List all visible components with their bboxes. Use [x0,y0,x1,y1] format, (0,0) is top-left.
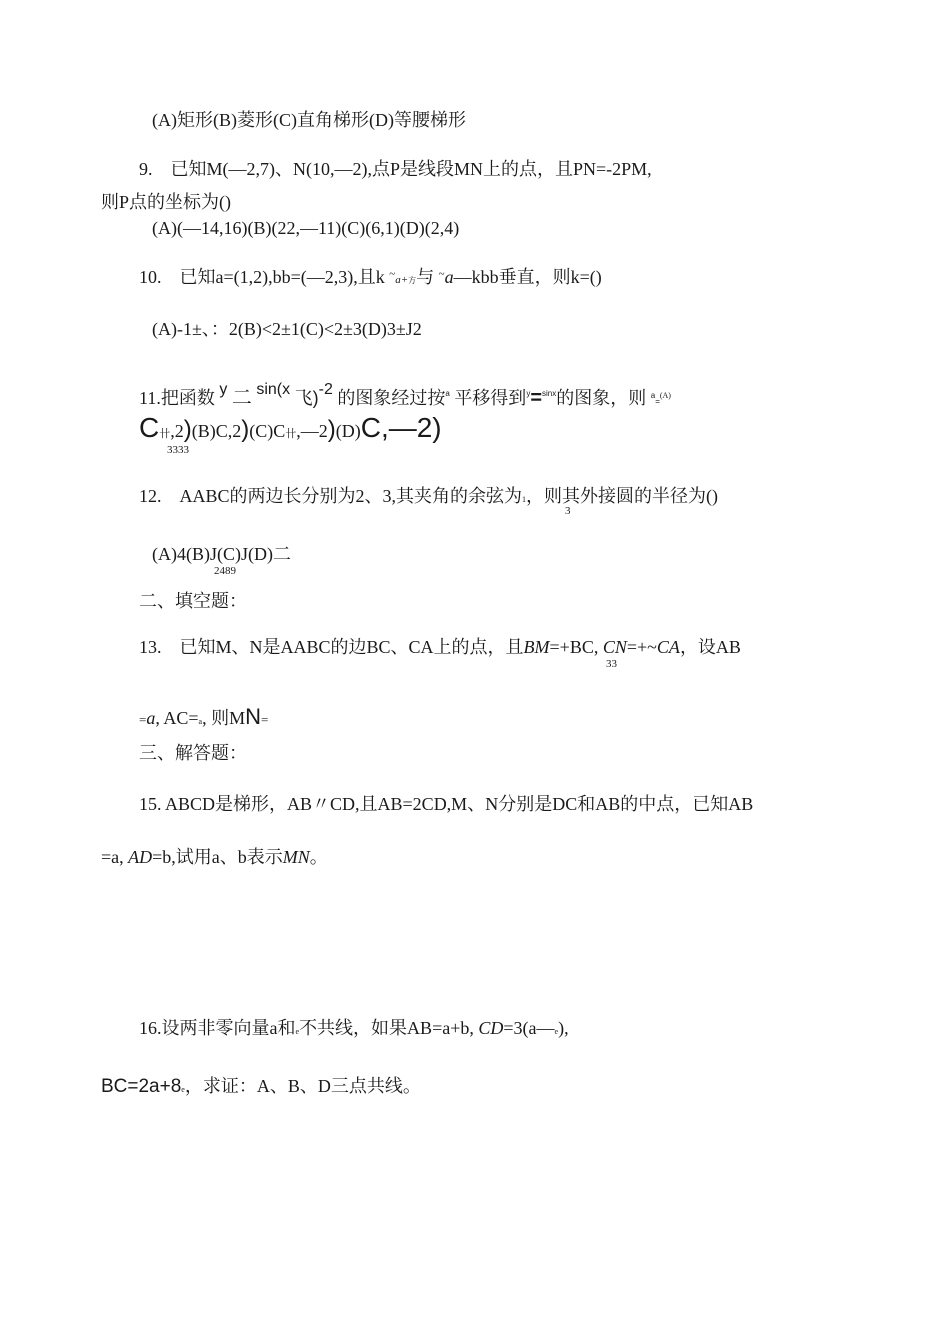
q13-l2-d: , 则M [202,708,246,728]
q11-opt-a-label: (A) [659,391,671,400]
q11-neg2: -2 [318,381,333,398]
q11-optB: (B)C,2 [191,421,242,441]
q12-three: 3 [565,505,571,517]
q13-l2-e: = [260,712,269,727]
q15-l2-b: =b,试用a、b表示 [152,847,283,867]
q10-tilde2: ~ [438,268,445,280]
q9-line2: 则P点的坐标为() [101,192,231,212]
q16-l2-a: BC=2a+8 [101,1076,182,1097]
q15-l2-ad: AD [128,847,153,867]
q13-l2-c: a [198,717,203,726]
q16-l1-c: =3(a— [503,1018,555,1038]
q13-lead: 13. 已知M、N是AABC的边BC、CA上的点，且 [139,637,524,657]
q16-l1-cd: CD [478,1018,504,1038]
q11-optA-rest: ,2 [170,421,184,441]
q11-denoms: 3333 [167,444,189,456]
q11-sinx-sup: sinx [542,389,557,398]
q16-l2-b: ，求证：A、B、D三点共线。 [184,1076,421,1096]
q11-y1: y [219,381,228,398]
q16-l2-small: e [181,1085,185,1094]
q16-line2 [101,1077,421,1096]
q10-tilde1: ~ [389,268,396,280]
q15-l2-mn: MN [282,847,310,867]
q10-options: (A)-1±、：2(B)<2±1(C)<2±3(D)3±J2 [152,319,422,339]
section-solve: 三、解答题： [139,743,247,763]
q15-line2 [101,848,328,866]
q16-l1-small2: e [554,1027,559,1036]
q9-line1: 9. 已知M(—2,7)、N(10,—2),点P是线段MN上的点，且PN=-2PM, [139,159,652,179]
q10-line [139,268,602,286]
q13-l2-a: = [139,712,147,727]
q11-tail: 的图象，则 [556,388,647,408]
q11-options [139,414,442,442]
q11-optD: (D) [335,421,361,441]
q12-options: (A)4(B)J(C)J(D)二 [152,544,291,564]
q11-optB-paren: ) [241,416,250,443]
q11-sin1: sin(x [256,381,291,398]
q11-fei: 飞) [294,388,319,408]
q11-y2-sup: y [526,389,531,398]
q11-optC: (C)C [249,421,286,441]
q12-text: 12. AABC的两边长分别为2、3,其夹角的余弦为 [139,486,523,506]
q10-mid1: a+ [395,274,409,286]
section-fill-in: 二、填空题： [139,591,247,611]
q16-l1-small: e [295,1027,300,1036]
q8-options: (A)矩形(B)菱形(C)直角梯形(D)等腰梯形 [152,110,466,130]
q12-denoms: 2489 [214,565,236,577]
q11-mid: 的图象经过按 [337,388,446,408]
q11-eq1: 二 [231,387,252,409]
q9-options: (A)(—14,16)(B)(22,—11)(C)(6,1)(D)(2,4) [152,218,460,238]
q15-l2-a: =a, [101,847,129,867]
q13-line1 [139,638,741,656]
q11-mid2: 平移得到 [454,388,527,408]
q13-bm: BM [523,637,550,657]
q11-a-sup: a [445,389,450,398]
q10-mid1-small: 方 [408,276,417,285]
q11-eq2: = [530,387,542,409]
q13-line2 [139,706,268,728]
q12-line [139,487,718,505]
q12-one: 1 [522,495,527,504]
q10-mid3: a [444,267,454,287]
q11-line [139,382,671,408]
q11-optC-paren: ) [327,416,336,443]
q11-lead: 11.把函数 [139,388,215,408]
q16-l1-a: 16.设两非零向量a和 [139,1018,296,1038]
q15-l2-end: 。 [309,847,328,867]
q16-l1-d: ), [558,1018,569,1038]
q16-line1 [139,1019,569,1037]
q13-tail: ，设AB [679,637,741,657]
q10-tail: —kbb垂直，则k=() [453,267,602,287]
q15-line1: 15. ABCD是梯形，AB〃CD,且AB=2CD,M、N分别是DC和AB的中点，已知AB [139,794,754,814]
q16-l1-b: 不共线，如果AB=a+b, [299,1018,474,1038]
q12-tail: ，则其外接圆的半径为() [526,486,719,506]
q13-ca: CA [656,637,680,657]
q13-mid: =+BC, [549,637,599,657]
q13-mid2: =+~ [626,637,657,657]
q11-a-eq: a [650,391,656,400]
q11-optC-rest: ,—2 [296,421,328,441]
q13-l2-a-it: a [146,708,156,728]
q11-optA-paren: ) [183,416,192,443]
q13-l2-b: , AC= [155,708,199,728]
q10-lead: 10. 已知a=(1,2),bb=(—2,3),且k [139,267,385,287]
q11-optA-big: C [139,412,160,443]
q13-denoms: 33 [606,658,617,670]
q13-l2-N: N [245,704,261,729]
q10-mid2: 与 [416,267,435,287]
q11-optD-big: C,—2) [360,412,442,443]
q13-cn: CN [602,637,627,657]
q11-optC-sub: 卄 [285,428,297,440]
q11-a-eq2: = [655,397,660,406]
q11-optA-sub: 卄 [159,428,171,440]
